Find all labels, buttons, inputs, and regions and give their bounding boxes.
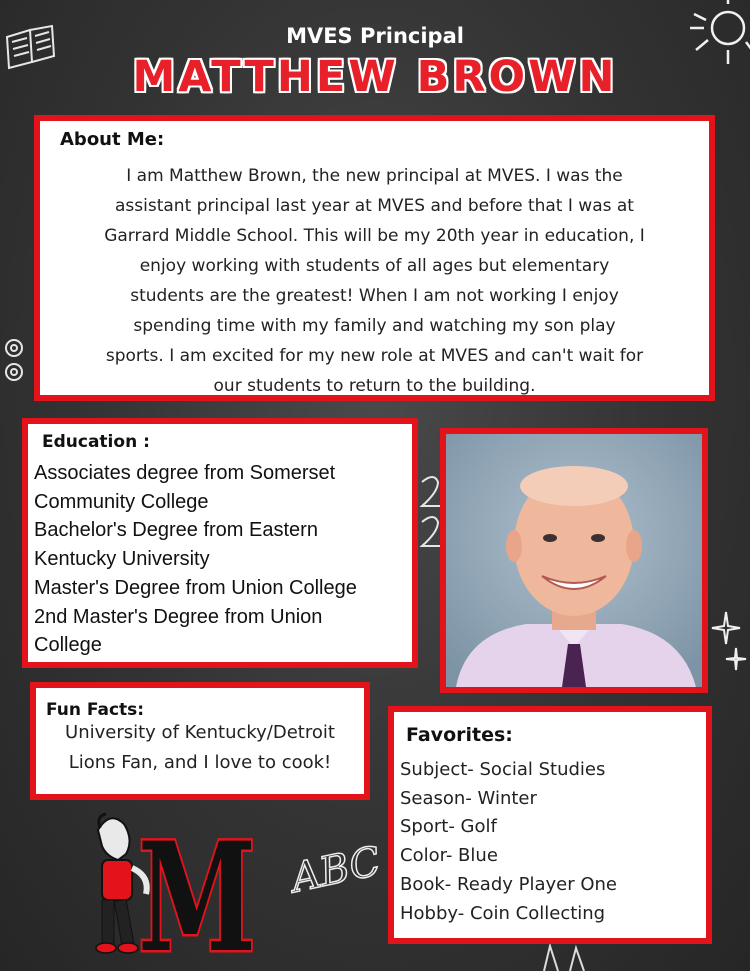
about-line: students are the greatest! When I am not working I enjoy bbox=[130, 286, 619, 306]
about-line: Garrard Middle School. This will be my 20th year in education, I bbox=[104, 226, 645, 246]
education-line: Community College bbox=[34, 490, 209, 513]
fun-facts-text bbox=[42, 718, 358, 778]
favorites-card bbox=[388, 706, 712, 944]
principal-name-title: MATTHEW BROWN bbox=[132, 52, 618, 102]
school-mascot-logo bbox=[80, 810, 260, 971]
education-heading: Education : bbox=[42, 432, 150, 452]
chalk-abc-text: ABC bbox=[287, 838, 385, 902]
about-line: I am Matthew Brown, the new principal at MVES. I was the bbox=[126, 166, 623, 186]
favorites-line: Season- Winter bbox=[400, 787, 537, 809]
favorites-line: Color- Blue bbox=[400, 845, 498, 867]
favorites-line: Hobby- Coin Collecting bbox=[400, 902, 606, 924]
fun-facts-line: Lions Fan, and I love to cook! bbox=[68, 752, 332, 773]
fun-facts-card bbox=[30, 682, 370, 800]
favorites-heading: Favorites: bbox=[406, 724, 513, 746]
about-line: sports. I am excited for my new role at MVES and can't wait for bbox=[105, 346, 644, 366]
education-list bbox=[34, 459, 406, 660]
education-line: Associates degree from Somerset bbox=[34, 462, 336, 484]
favorites-line: Subject- Social Studies bbox=[400, 759, 606, 780]
education-line: College bbox=[34, 634, 102, 657]
fun-facts-line: University of Kentucky/Detroit bbox=[65, 722, 335, 743]
about-line: spending time with my family and watching my son play bbox=[133, 316, 616, 336]
about-line: assistant principal last year at MVES and before that I was at bbox=[115, 196, 634, 216]
education-line: 2nd Master's Degree from Union bbox=[34, 605, 323, 628]
about-me-text bbox=[50, 161, 699, 401]
school-m-logo: M bbox=[138, 810, 256, 971]
favorites-list bbox=[400, 756, 700, 928]
chalk-swirl-icon bbox=[0, 330, 36, 400]
principal-photo bbox=[440, 428, 708, 693]
about-line: enjoy working with students of all ages but elementary bbox=[139, 256, 610, 276]
about-me-card bbox=[34, 115, 715, 401]
about-line: our students to return to the building. bbox=[213, 376, 536, 396]
favorites-line: Sport- Golf bbox=[400, 816, 497, 838]
principal-subtitle: MVES Principal bbox=[286, 24, 464, 48]
chalk-sparkle-icon bbox=[706, 608, 750, 678]
education-card bbox=[22, 418, 418, 668]
principal-portrait-image bbox=[446, 434, 702, 687]
about-me-heading: About Me: bbox=[60, 129, 165, 150]
fun-facts-heading: Fun Facts: bbox=[46, 700, 145, 720]
education-line: Master's Degree from Union College bbox=[34, 576, 357, 599]
education-line: Kentucky University bbox=[34, 548, 210, 571]
chalk-pencil-icon bbox=[540, 942, 600, 971]
education-line: Bachelor's Degree from Eastern bbox=[34, 519, 318, 542]
chalk-abc-doodle bbox=[286, 835, 386, 902]
favorites-line: Book- Ready Player One bbox=[400, 873, 618, 895]
